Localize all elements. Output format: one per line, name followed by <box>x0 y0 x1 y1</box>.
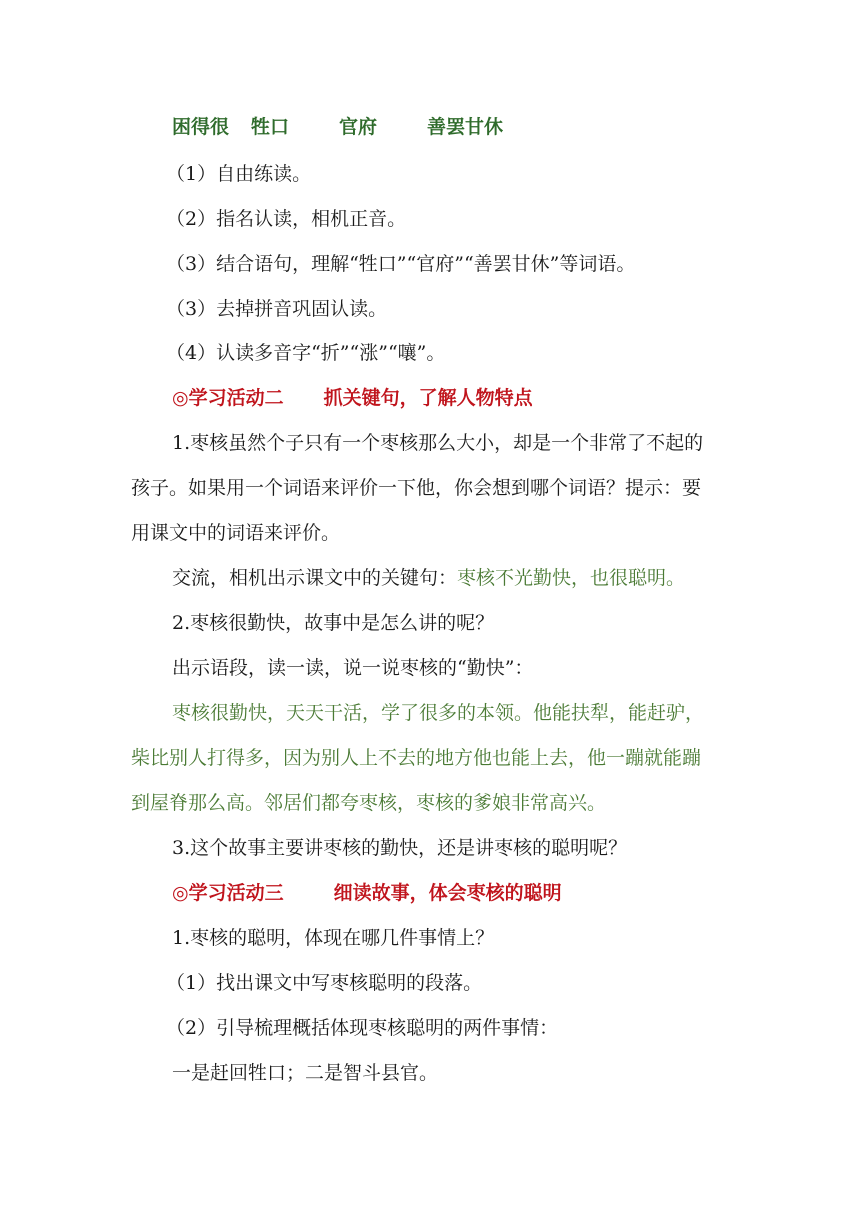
excerpt-line: 枣核很勤快，天天干活，学了很多的本领。他能扶犁，能赶驴， <box>172 702 705 724</box>
activity-title: 抓关键句，了解人物特点 <box>323 387 533 409</box>
activity-title: 细读故事，体会枣核的聪明 <box>333 882 562 904</box>
step-item: （2）引导梳理概括体现枣核聪明的两件事情： <box>166 1017 559 1039</box>
activity-heading <box>172 386 533 410</box>
vocab-word: 困得很 <box>172 116 230 138</box>
step-item: （1）自由练读。 <box>166 163 312 185</box>
step-item: （2）指名认读，相机正音。 <box>166 208 407 230</box>
key-sentence-line <box>172 566 685 590</box>
paragraph-line: 2.枣核很勤快，故事中是怎么讲的呢？ <box>172 612 495 634</box>
excerpt-line: 柴比别人打得多，因为别人上不去的地方他也能上去，他一蹦就能蹦 <box>131 747 702 769</box>
vocab-word: 官府 <box>339 116 378 138</box>
paragraph-line: 用课文中的词语来评价。 <box>131 522 341 544</box>
vocab-word: 牲口 <box>251 116 290 138</box>
key-sentence: 枣核不光勤快，也很聪明。 <box>457 567 686 589</box>
paragraph-line: 孩子。如果用一个词语来评价一下他，你会想到哪个词语？提示：要 <box>131 477 702 499</box>
step-item: （4）认读多音字“折”“涨”“嚷”。 <box>166 342 446 364</box>
activity-label: ◎学习活动三 <box>172 882 284 904</box>
paragraph-line: 1.枣核虽然个子只有一个枣核那么大小，却是一个非常了不起的 <box>172 432 704 454</box>
activity-label: ◎学习活动二 <box>172 387 284 409</box>
paragraph-line: 3.这个故事主要讲枣核的勤快，还是讲枣核的聪明呢？ <box>172 837 628 859</box>
step-item: （1）找出课文中写枣核聪明的段落。 <box>166 972 483 994</box>
vocab-word: 善罢甘休 <box>427 116 504 138</box>
step-item: （3）去掉拼音巩固认读。 <box>166 298 388 320</box>
exchange-text: 交流，相机出示课文中的关键句： <box>172 567 458 589</box>
vocabulary-row <box>172 115 503 139</box>
paragraph-line: 出示语段，读一读，说一说枣核的“勤快”： <box>172 657 534 679</box>
paragraph-line: 一是赶回牲口；二是智斗县官。 <box>172 1062 439 1084</box>
activity-heading <box>172 881 562 905</box>
paragraph-line: 1.枣核的聪明，体现在哪几件事情上？ <box>172 927 495 949</box>
excerpt-line: 到屋脊那么高。邻居们都夸枣核，枣核的爹娘非常高兴。 <box>131 792 607 814</box>
step-item: （3）结合语句，理解“牲口”“官府”“善罢甘休”等词语。 <box>166 253 636 275</box>
